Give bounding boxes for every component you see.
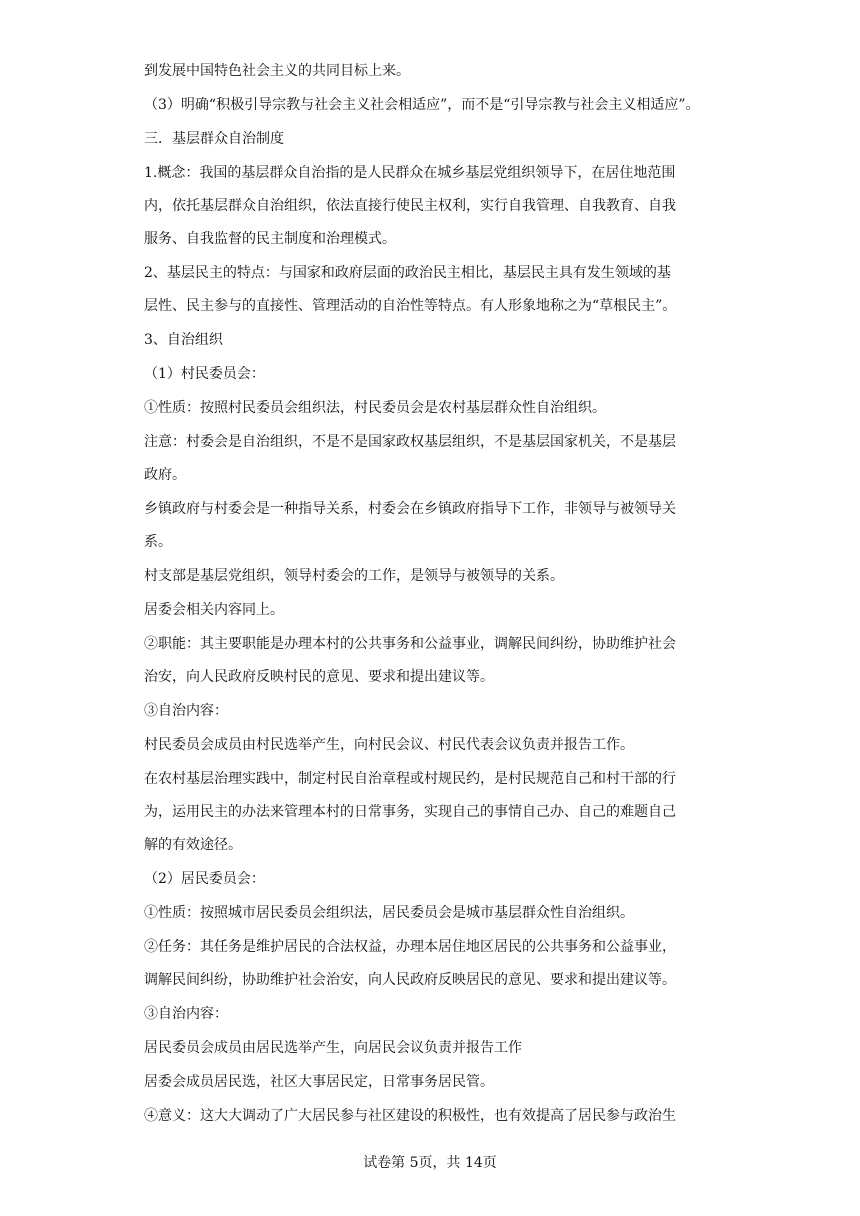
- paragraph: [144, 768, 724, 856]
- text-line: ③自治内容：: [144, 1006, 228, 1022]
- paragraph: [144, 498, 724, 553]
- text-line: （2）居民委员会：: [144, 871, 265, 887]
- text-line: 治安，向人民政府反映村民的意见、要求和提出建议等。: [144, 669, 494, 685]
- subheading: [144, 363, 724, 385]
- paragraph: [144, 397, 724, 419]
- text-line: 居委会成员居民选，社区大事居民定，日常事务居民管。: [144, 1074, 494, 1090]
- text-line: 层性、民主参与的直接性、管理活动的自治性等特点。有人形象地称之为“草根民主”。: [144, 298, 677, 314]
- paragraph: [144, 1071, 724, 1093]
- text-line: ②任务：其任务是维护居民的合法权益，办理本居住地区居民的公共事务和公益事业，: [144, 939, 676, 955]
- text-line: 服务、自我监督的民主制度和治理模式。: [144, 231, 396, 247]
- paragraph: [144, 60, 724, 82]
- paragraph: [144, 700, 724, 722]
- paragraph: [144, 599, 724, 621]
- paragraph: [144, 262, 724, 317]
- text-line: 三．基层群众自治制度: [144, 131, 284, 147]
- paragraph: [144, 162, 724, 250]
- section-heading: [144, 128, 724, 150]
- paragraph: [144, 734, 724, 756]
- text-line: 到发展中国特色社会主义的共同目标上来。: [144, 63, 410, 79]
- paragraph: [144, 1105, 724, 1127]
- text-line: 居民委员会成员由居民选举产生，向居民会议负责并报告工作: [144, 1040, 522, 1056]
- text-line: 注意：村委会是自治组织，不是不是国家政权基层组织，不是基层国家机关，不是基层: [144, 434, 676, 450]
- text-line: 为，运用民主的办法来管理本村的日常事务，实现自己的事情自己办、自己的难题自己: [144, 804, 676, 820]
- text-line: 解的有效途径。: [144, 837, 242, 853]
- page-footer: 试卷第 5页，共 14页: [363, 1155, 497, 1171]
- text-line: 乡镇政府与村委会是一种指导关系，村委会在乡镇政府指导下工作，非领导与被领导关: [144, 501, 676, 517]
- paragraph: [144, 565, 724, 587]
- text-line: 2、基层民主的特点：与国家和政府层面的政治民主相比，基层民主具有发生领域的基: [144, 265, 671, 281]
- paragraph: [144, 1003, 724, 1025]
- text-line: 在农村基层治理实践中，制定村民自治章程或村规民约，是村民规范自己和村干部的行: [144, 771, 676, 787]
- text-line: 调解民间纠纷，协助维护社会治安，向人民政府反映居民的意见、要求和提出建议等。: [144, 972, 676, 988]
- subheading: [144, 329, 724, 351]
- paragraph: [144, 936, 724, 991]
- paragraph: [144, 94, 724, 116]
- text-line: ①性质：按照村民委员会组织法，村民委员会是农村基层群众性自治组织。: [144, 400, 606, 416]
- text-line: ②职能：其主要职能是办理本村的公共事务和公益事业，调解民间纠纷，协助维护社会: [144, 636, 676, 652]
- subheading: [144, 868, 724, 890]
- text-line: 村支部是基层党组织，领导村委会的工作，是领导与被领导的关系。: [144, 568, 564, 584]
- text-line: （3）明确“积极引导宗教与社会主义社会相适应”，而不是“引导宗教与社会主义相适应”。: [144, 97, 700, 113]
- paragraph: [144, 1037, 724, 1059]
- text-line: ①性质：按照城市居民委员会组织法，居民委员会是城市基层群众性自治组织。: [144, 905, 634, 921]
- text-line: 村民委员会成员由村民选举产生，向村民会议、村民代表会议负责并报告工作。: [144, 737, 634, 753]
- text-line: 系。: [144, 534, 172, 550]
- paragraph: [144, 902, 724, 924]
- text-line: ④意义：这大大调动了广大居民参与社区建设的积极性，也有效提高了居民参与政治生: [144, 1108, 676, 1124]
- text-line: 1.概念：我国的基层群众自治指的是人民群众在城乡基层党组织领导下，在居住地范围: [144, 165, 676, 181]
- text-line: 内，依托基层群众自治组织，依法直接行使民主权利，实行自我管理、自我教育、自我: [144, 198, 676, 214]
- text-line: 3、自治组织: [144, 332, 223, 348]
- text-line: ③自治内容：: [144, 703, 228, 719]
- document-body: [144, 60, 724, 1139]
- text-line: 政府。: [144, 467, 186, 483]
- paragraph: [144, 633, 724, 688]
- text-line: 居委会相关内容同上。: [144, 602, 284, 618]
- paragraph: [144, 431, 724, 486]
- text-line: （1）村民委员会：: [144, 366, 265, 382]
